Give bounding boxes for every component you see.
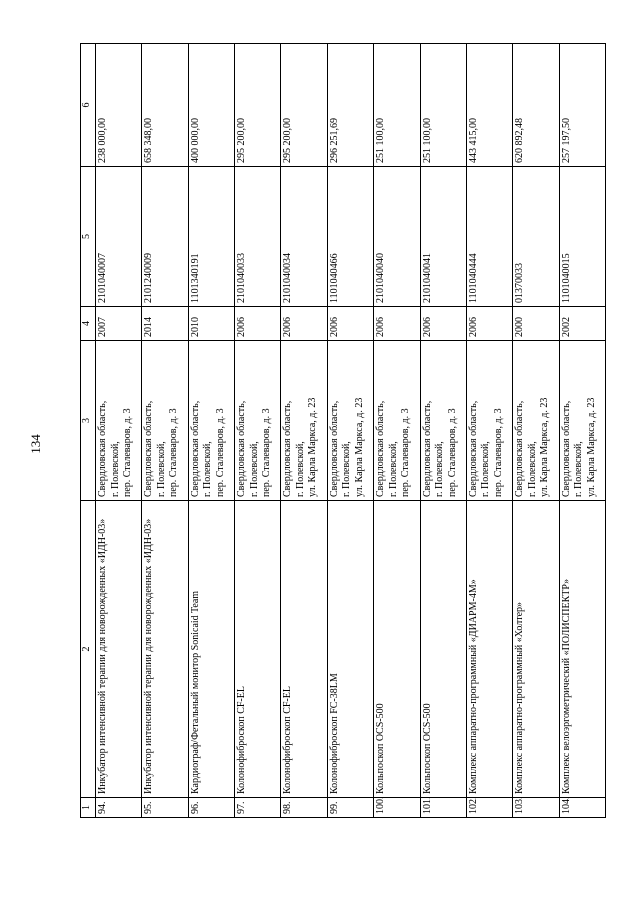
address: Свердловская область, г. Полевской, пер. Сталеваров, д. 3 (235, 341, 281, 501)
address: Свердловская область, г. Полевской, ул. Карла Маркса, д. 23 (327, 341, 373, 501)
year: 2014 (142, 307, 188, 341)
equipment-name: Инкубатор интенсивной терапии для новорожденных «ИДН-03» (142, 501, 188, 798)
column-header-6: 6 (81, 44, 96, 167)
inventory-code: 01370033 (513, 167, 559, 307)
row-number: 98. (281, 798, 327, 818)
equipment-name: Инкубатор интенсивной терапии для новорожденных «ИДН-03» (96, 501, 142, 798)
inventory-code: 2101040007 (96, 167, 142, 307)
inventory-code: 1101040466 (327, 167, 373, 307)
year: 2006 (420, 307, 466, 341)
table-row (96, 44, 142, 818)
address: Свердловская область, г. Полевской, ул. Карла Маркса, д. 23 (513, 341, 559, 501)
year: 2006 (327, 307, 373, 341)
equipment-name: Комплекс велоэргометрический «ПОЛИСПЕКТР» (559, 501, 605, 798)
address: Свердловская область, г. Полевской, пер. Сталеваров, д. 3 (96, 341, 142, 501)
rotated-table-container (80, 44, 606, 818)
inventory-code: 2101040040 (374, 167, 420, 307)
row-number: 100. (374, 798, 420, 818)
page-number: 134 (28, 434, 43, 454)
cost: 296 251,69 (327, 44, 373, 167)
row-number: 102. (466, 798, 512, 818)
equipment-name: Кольпоскоп OCS-500 (374, 501, 420, 798)
inventory-code: 2101040034 (281, 167, 327, 307)
year: 2000 (513, 307, 559, 341)
row-number: 97. (235, 798, 281, 818)
table-row (374, 44, 420, 818)
year: 2010 (188, 307, 234, 341)
cost: 257 197,50 (559, 44, 605, 167)
address: Свердловская область, г. Полевской, пер. Сталеваров, д. 3 (142, 341, 188, 501)
table-row (420, 44, 466, 818)
equipment-name: Комплекс аппаратно-программный «ДИАРМ-4М» (466, 501, 512, 798)
table-row (559, 44, 605, 818)
row-number: 99. (327, 798, 373, 818)
cost: 238 000,00 (96, 44, 142, 167)
equipment-name: Колонофиброскоп CF-EL (235, 501, 281, 798)
table-row (235, 44, 281, 818)
cost: 295 200,00 (281, 44, 327, 167)
table-row (142, 44, 188, 818)
year: 2007 (96, 307, 142, 341)
equipment-name: Колонофиброскоп FC-38LM (327, 501, 373, 798)
header-row (81, 44, 96, 818)
inventory-code: 2101040041 (420, 167, 466, 307)
address: Свердловская область, г. Полевской, пер. Сталеваров, д. 3 (420, 341, 466, 501)
year: 2002 (559, 307, 605, 341)
cost: 443 415,00 (466, 44, 512, 167)
row-number: 103. (513, 798, 559, 818)
table-row (281, 44, 327, 818)
cost: 658 348,00 (142, 44, 188, 167)
row-number: 101. (420, 798, 466, 818)
equipment-name: Кольпоскоп OCS-500 (420, 501, 466, 798)
address: Свердловская область, г. Полевской, пер. Сталеваров, д. 3 (374, 341, 420, 501)
table-row (513, 44, 559, 818)
cost: 620 892,48 (513, 44, 559, 167)
equipment-name: Кардиограф/Фетальный монитор Sonicaid Team (188, 501, 234, 798)
column-header-5: 5 (81, 167, 96, 307)
inventory-code: 1101040444 (466, 167, 512, 307)
table-row (466, 44, 512, 818)
equipment-table (80, 43, 606, 818)
column-header-3: 3 (81, 341, 96, 501)
year: 2006 (374, 307, 420, 341)
address: Свердловская область, г. Полевской, ул. Карла Маркса, д. 23 (559, 341, 605, 501)
cost: 251 100,00 (374, 44, 420, 167)
equipment-table-wrapper (80, 44, 606, 818)
year: 2006 (466, 307, 512, 341)
inventory-code: 2101240009 (142, 167, 188, 307)
inventory-code: 2101040033 (235, 167, 281, 307)
column-header-2: 2 (81, 501, 96, 798)
year: 2006 (281, 307, 327, 341)
cost: 295 200,00 (235, 44, 281, 167)
column-header-4: 4 (81, 307, 96, 341)
cost: 251 100,00 (420, 44, 466, 167)
cost: 400 000,00 (188, 44, 234, 167)
inventory-code: 1101340191 (188, 167, 234, 307)
address: Свердловская область, г. Полевской, пер. Сталеваров, д. 3 (466, 341, 512, 501)
row-number: 96. (188, 798, 234, 818)
equipment-name: Колонофиброскоп CF-EL (281, 501, 327, 798)
row-number: 104. (559, 798, 605, 818)
address: Свердловская область, г. Полевской, пер. Сталеваров, д. 3 (188, 341, 234, 501)
table-row (188, 44, 234, 818)
column-header-1: 1 (81, 798, 96, 818)
address: Свердловская область, г. Полевской, ул. Карла Маркса, д. 23 (281, 341, 327, 501)
row-number: 94. (96, 798, 142, 818)
equipment-name: Комплекс аппаратно-программный «Холтер» (513, 501, 559, 798)
inventory-code: 1101040015 (559, 167, 605, 307)
table-row (327, 44, 373, 818)
row-number: 95. (142, 798, 188, 818)
year: 2006 (235, 307, 281, 341)
